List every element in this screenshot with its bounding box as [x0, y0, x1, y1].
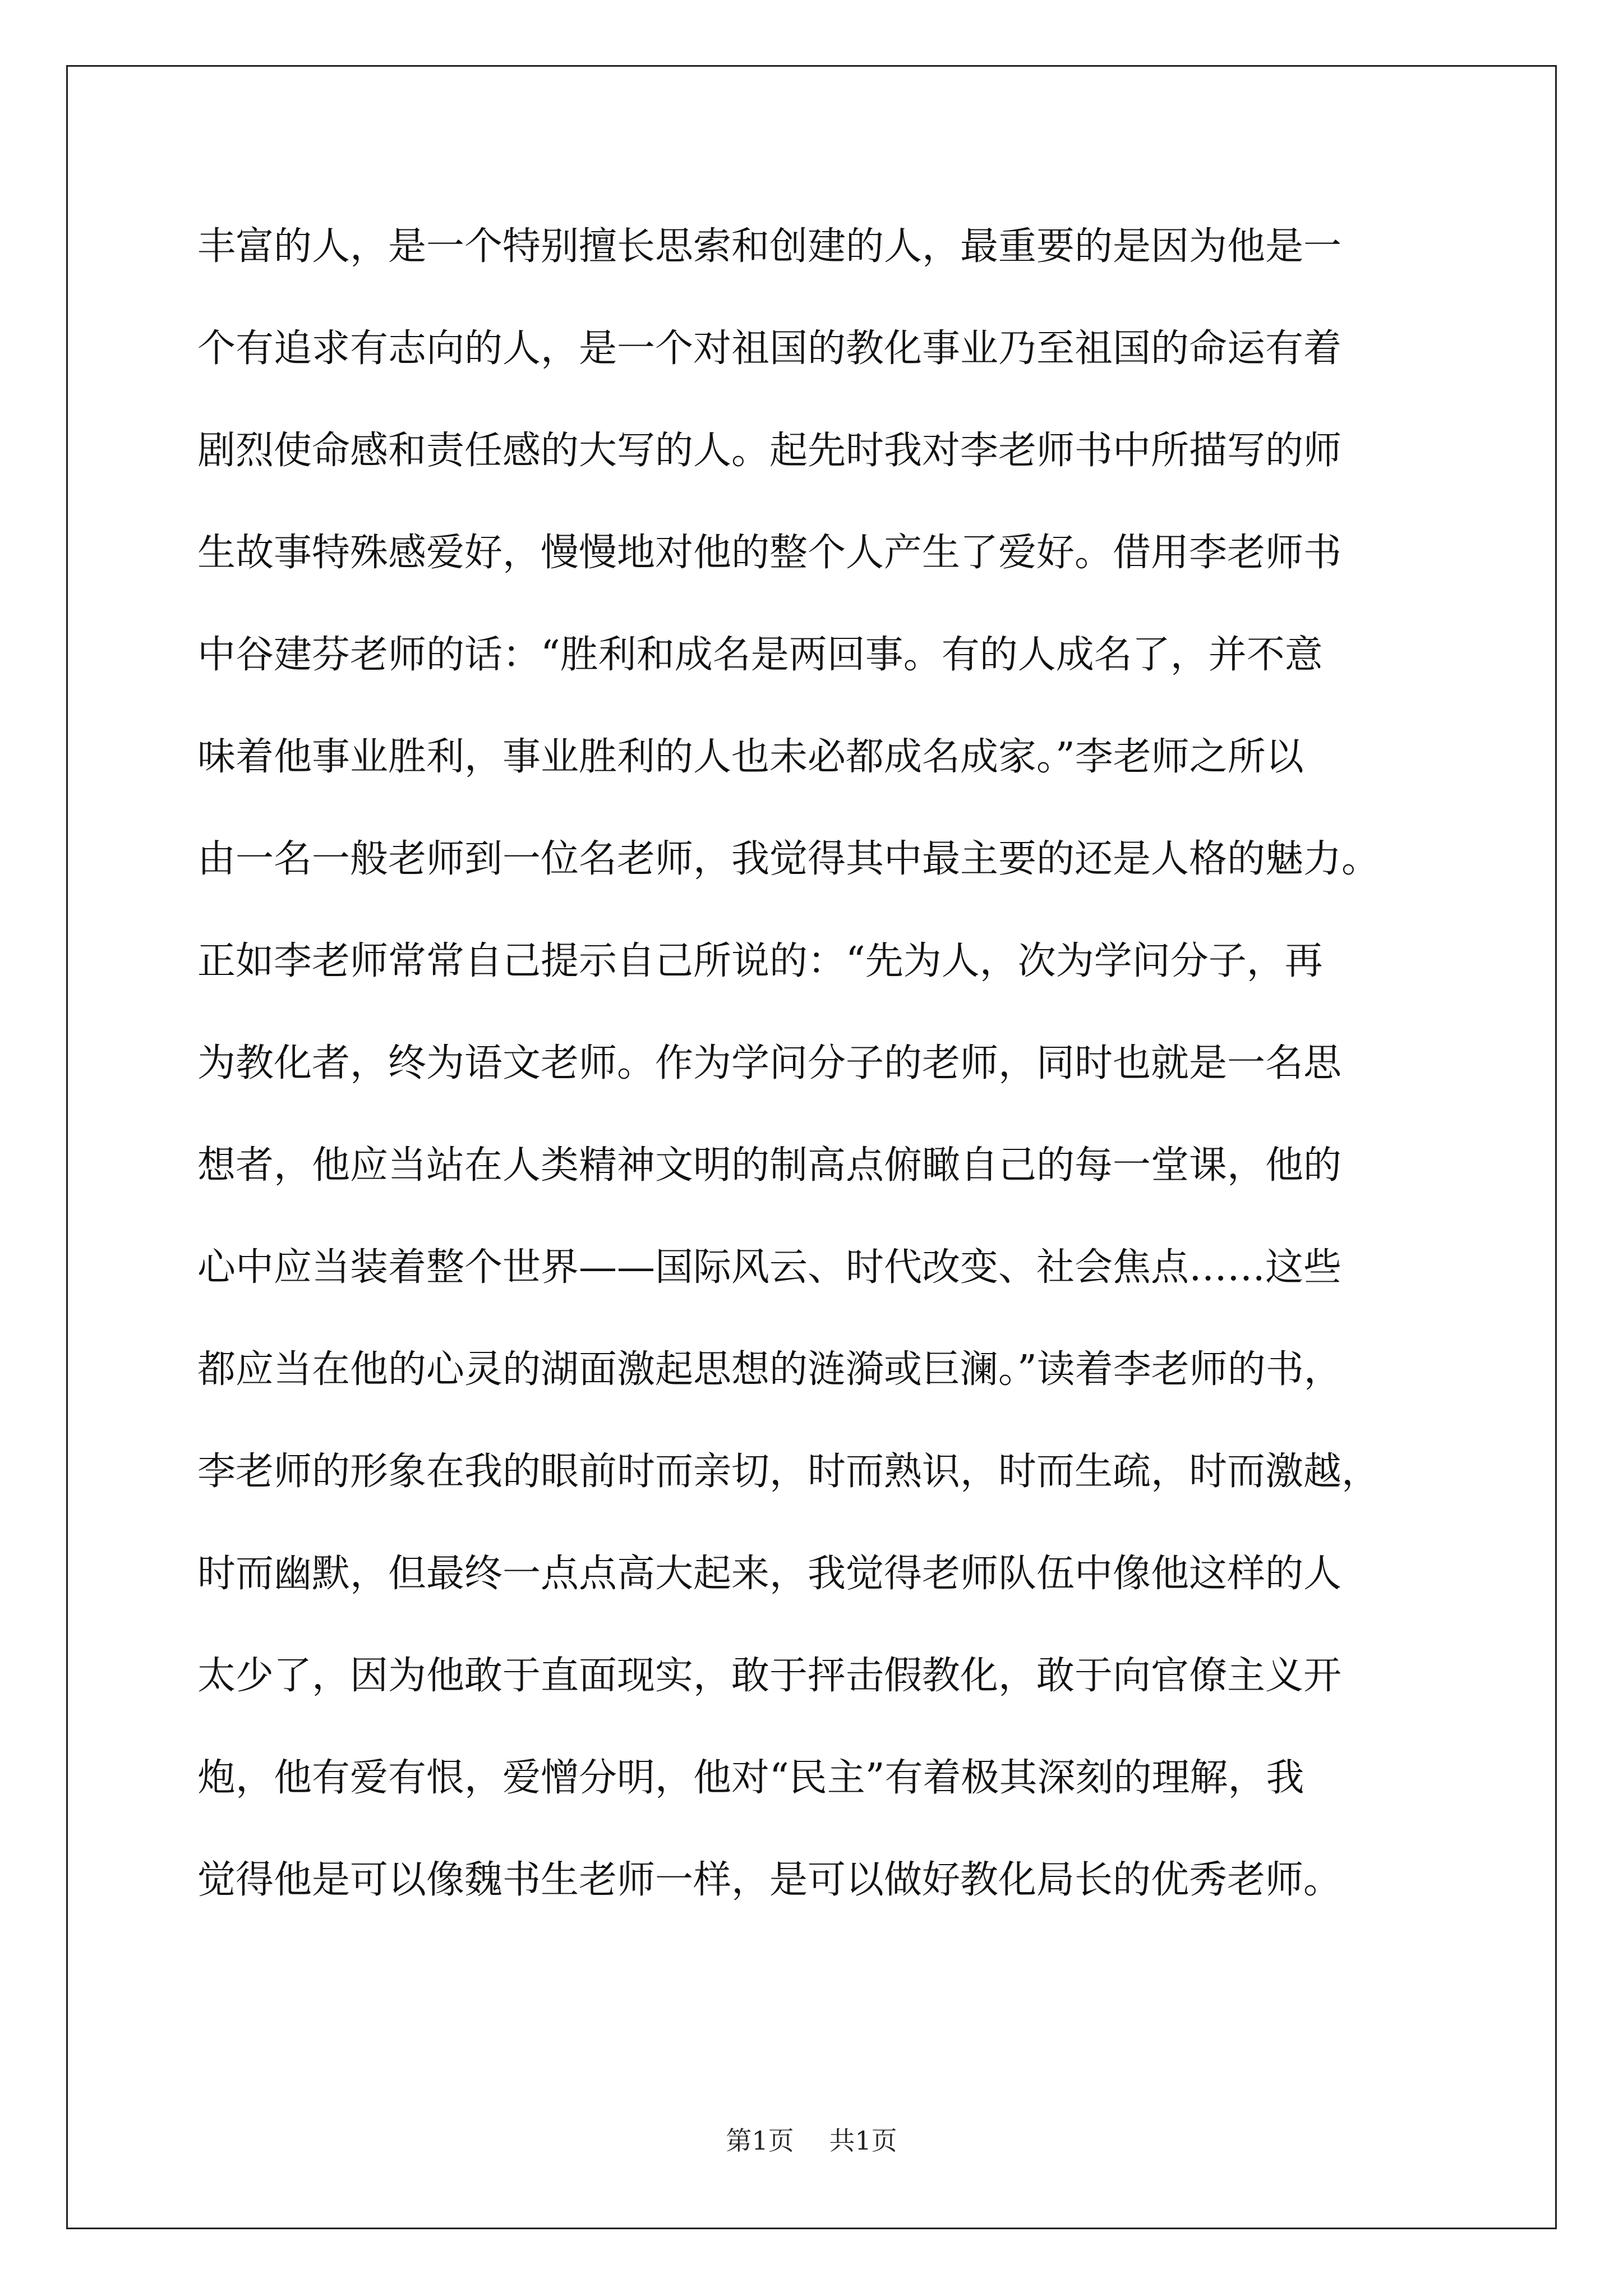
page-footer: [0, 2120, 1623, 2157]
body-line: 太少了，因为他敢于直面现实，敢于抨击假教化，敢于向官僚主义开: [197, 1654, 1342, 1698]
body-line: 中谷建芬老师的话：“胜利和成名是两回事。有的人成名了，并不意: [197, 633, 1323, 677]
body-line: 味着他事业胜利，事业胜利的人也未必都成名成家。”李老师之所以: [197, 735, 1304, 779]
body-line: 都应当在他的心灵的湖面激起思想的涟漪或巨澜。”读着李老师的书，: [197, 1347, 1342, 1392]
body-line: 为教化者，终为语文老师。作为学问分子的老师，同时也就是一名思: [197, 1041, 1342, 1085]
body-line: 由一名一般老师到一位名老师，我觉得其中最主要的还是人格的魅力。: [197, 837, 1380, 881]
body-line: 心中应当装着整个世界——国际风云、时代改变、社会焦点……这些: [197, 1245, 1342, 1290]
page-number-total: 共1页: [829, 2125, 897, 2156]
body-line: 剧烈使命感和责任感的大写的人。起先时我对李老师书中所描写的师: [197, 429, 1342, 473]
body-line: 丰富的人，是一个特别擅长思索和创建的人，最重要的是因为他是一: [197, 224, 1342, 269]
body-line: 觉得他是可以像魏书生老师一样，是可以做好教化局长的优秀老师。: [197, 1858, 1342, 1902]
document-body: [197, 219, 1454, 1954]
body-line: 个有追求有志向的人，是一个对祖国的教化事业乃至祖国的命运有着: [197, 326, 1342, 371]
body-line: 想者，他应当站在人类精神文明的制高点俯瞰自己的每一堂课，他的: [197, 1143, 1342, 1188]
body-line: 正如李老师常常自己提示自己所说的：“先为人，次为学问分子，再: [197, 939, 1323, 983]
body-line: 炮，他有爱有恨，爱憎分明，他对“民主”有着极其深刻的理解，我: [197, 1756, 1304, 1800]
body-line: 时而幽默，但最终一点点高大起来，我觉得老师队伍中像他这样的人: [197, 1552, 1342, 1596]
body-line: 生故事特殊感爱好，慢慢地对他的整个人产生了爱好。借用李老师书: [197, 531, 1342, 575]
body-line: 李老师的形象在我的眼前时而亲切，时而熟识，时而生疏，时而激越，: [197, 1450, 1380, 1494]
page-number-current: 第1页: [726, 2125, 794, 2156]
